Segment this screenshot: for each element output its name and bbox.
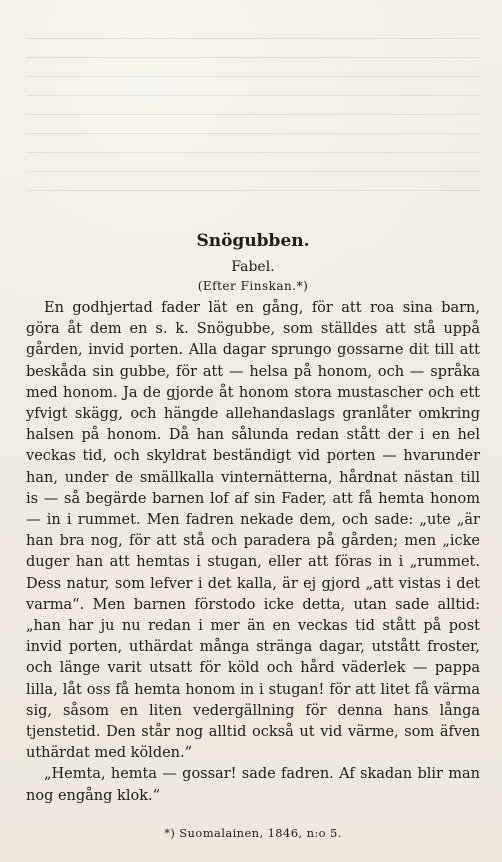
bleed-through-text (26, 38, 480, 198)
body-text (26, 298, 480, 807)
paragraph: En godhjertad fader lät en gång, för att roa sina barn, göra åt dem en s. k. Snögubbe, som ställdes att stå uppå gården, invid porten. Alla dagar sprungo gossarne dit till att beskåda sin gubbe, för att — helsa på honom, och — språka med honom. Ja de gjorde åt honom stora mustascher och ett yfvigt skägg, och hängde allehandaslags granlåter omkring halsen på honom. Då han sålunda redan stått der i en hel veckas tid, och skyldrat beständigt vid porten — hvarunder han, under de smällkalla vinternätterna, hårdnat nästan till is — så begärde barnen lof af sin Fader, att få hemta honom — in i rummet. Men fadren nekade dem, och sade: „ute „är han bra nog, för att stå och paradera på gården; men „icke duger han att hemtas i stugan, eller att föras in i „rummet. Dess natur, som lefver i det kalla, är ej gjord „att vistas i det varma“. Men barnen förstodo icke detta, utan sade alltid: „han har ju nu redan i mer än en veckas tid stått på post invid porten, uthärdat många stränga dagar, utstått froster, och länge varit utsatt för köld och hård väderlek — pappa lilla, låt oss få hemta honom in i stugan! för att litet få värma sig, såsom en liten vedergällning för denna hans långa tjenstetid. Den står nog alltid också ut vid värme, som äfven uthärdat med kölden.“ (26, 300, 480, 762)
paragraph: „Hemta, hemta — gossar! sade fadren. Af skadan blir man nog engång klok.“ (26, 766, 480, 804)
source-note: (Efter Finskan.*) (197, 279, 309, 293)
page-title: Snögubben. (196, 231, 310, 251)
page-subtitle: Fabel. (231, 259, 275, 275)
footnote: *) Suomalainen, 1846, n:o 5. (164, 825, 342, 840)
